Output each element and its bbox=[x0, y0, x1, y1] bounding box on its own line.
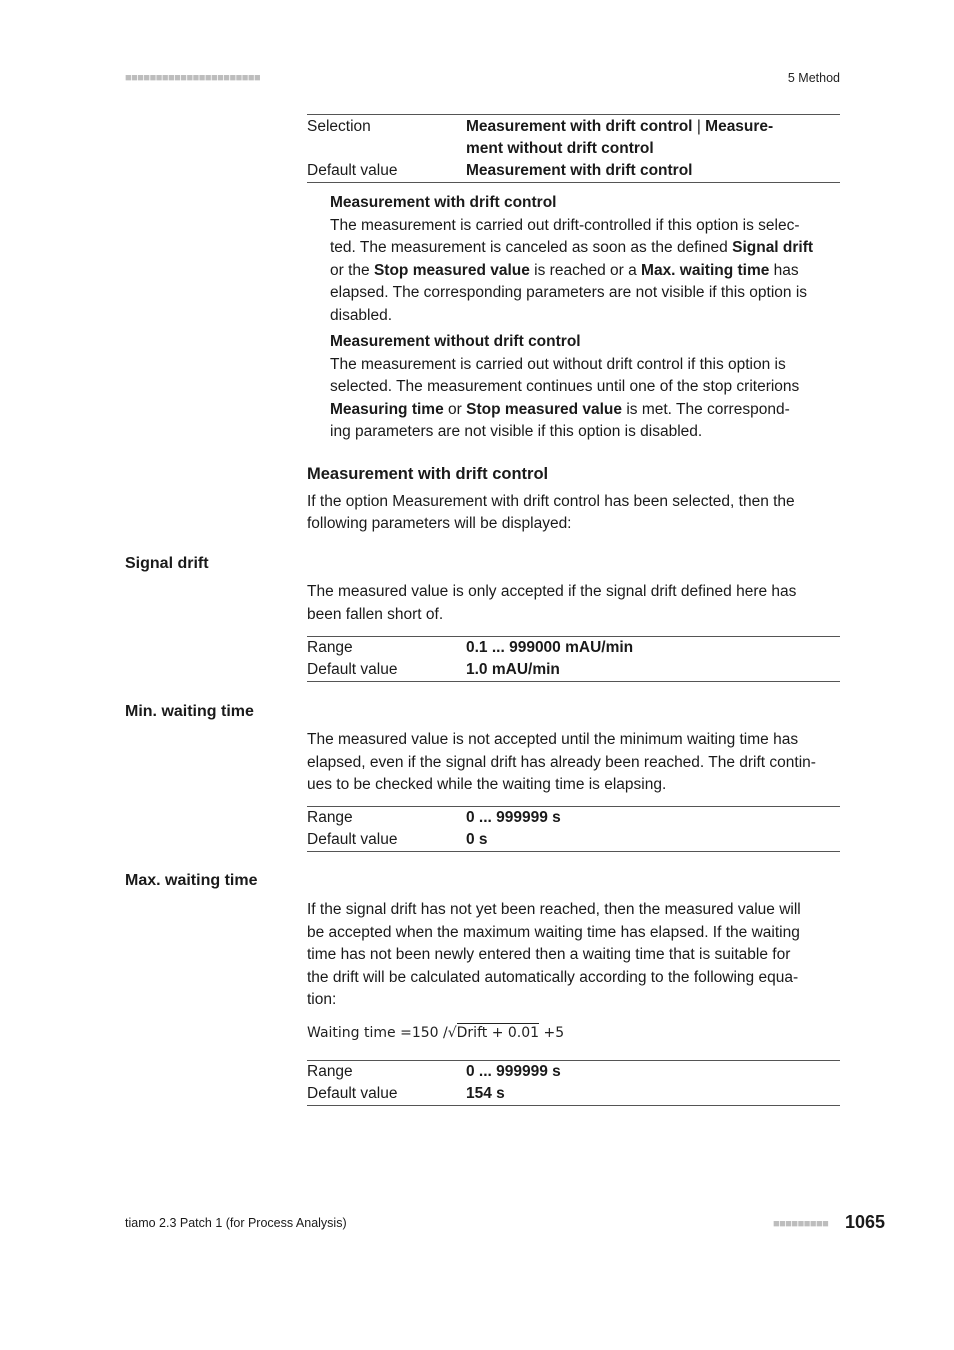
desc-line: ues to be checked while the waiting time is elapsing. bbox=[307, 776, 667, 793]
range-value: 0 ... 999999 s bbox=[466, 1063, 561, 1080]
default-value: 154 s bbox=[466, 1085, 505, 1102]
section-title: Measurement with drift control bbox=[307, 465, 549, 483]
desc-line: be accepted when the maximum waiting time has elapsed. If the waiting bbox=[307, 923, 800, 941]
desc-line: time has not been newly entered then a waiting time that is suitable for bbox=[307, 946, 791, 963]
header-section: 5 Method bbox=[787, 71, 840, 85]
desc-line: The measured value is not accepted until the minimum waiting time has bbox=[307, 731, 799, 748]
option-drift-control bbox=[330, 192, 842, 327]
section-text: following parameters will be displayed: bbox=[307, 515, 572, 532]
range-label: Range bbox=[307, 639, 353, 656]
footer-product: tiamo 2.3 Patch 1 (for Process Analysis) bbox=[125, 1216, 347, 1230]
term-signal-drift: Signal drift bbox=[732, 239, 814, 256]
equation-radicand: Drift + 0.01 bbox=[456, 1025, 540, 1041]
text-span: is reached or a bbox=[529, 261, 642, 279]
option-drift-control-text: The measurement is carried out drift-controlled if this option is selec- bbox=[330, 216, 800, 234]
default-value: 1.0 mAU/min bbox=[466, 661, 560, 678]
param-signal-drift-label: Signal drift bbox=[125, 555, 209, 572]
sqrt-symbol: √ bbox=[447, 1025, 457, 1041]
section-drift-control bbox=[307, 463, 842, 536]
default-label: Default value bbox=[307, 831, 398, 848]
text-span: has bbox=[769, 261, 799, 279]
selection-separator: | bbox=[696, 118, 701, 135]
desc-line: The measured value is only accepted if the signal drift defined here has bbox=[307, 583, 797, 600]
default-label: Default value bbox=[307, 1085, 398, 1102]
header-marks: ■■■■■■■■■■■■■■■■■■■■■■ bbox=[125, 72, 261, 84]
range-label: Range bbox=[307, 1063, 353, 1080]
option-no-drift-control bbox=[330, 331, 842, 444]
default-label: Default value bbox=[307, 661, 398, 678]
term-measuring-time: Measuring time bbox=[330, 400, 444, 418]
term-stop-measured-value: Stop measured value bbox=[466, 400, 623, 418]
text-span: or the bbox=[330, 261, 374, 279]
section-text: If the option Measurement with drift control has been selected, then the bbox=[307, 492, 795, 510]
text-span: is met. The correspond- bbox=[622, 400, 790, 418]
term-stop-measured-value: Stop measured value bbox=[373, 261, 530, 279]
range-value: 0 ... 999999 s bbox=[466, 809, 561, 826]
signal-drift-table bbox=[307, 636, 840, 682]
param-max-waiting-time-desc bbox=[307, 899, 842, 1012]
text-span: or bbox=[443, 400, 467, 418]
text-span: ted. The measurement is canceled as soon as the defined bbox=[330, 239, 733, 256]
desc-line: If the signal drift has not yet been reached, then the measured value will bbox=[307, 901, 801, 918]
selection-value-c: ment without drift control bbox=[466, 140, 654, 157]
desc-line: elapsed, even if the signal drift has already been reached. The drift contin- bbox=[307, 753, 816, 771]
equation-suffix: +5 bbox=[539, 1025, 565, 1041]
term-max-waiting-time: Max. waiting time bbox=[641, 261, 770, 279]
selection-default-value: Measurement with drift control bbox=[466, 162, 693, 179]
waiting-time-equation bbox=[307, 1025, 564, 1041]
option-no-drift-control-text: selected. The measurement continues until one of the stop criterions bbox=[330, 378, 800, 395]
range-label: Range bbox=[307, 809, 353, 826]
default-value: 0 s bbox=[466, 831, 488, 848]
option-no-drift-control-text: The measurement is carried out without drift control if this option is bbox=[330, 355, 786, 373]
option-no-drift-control-text: ing parameters are not visible if this option is disabled. bbox=[330, 423, 703, 440]
selection-label: Selection bbox=[307, 118, 371, 135]
param-signal-drift-desc bbox=[307, 581, 842, 626]
max-waiting-time-table bbox=[307, 1060, 840, 1106]
range-value: 0.1 ... 999000 mAU/min bbox=[466, 639, 634, 656]
footer-marks: ■■■■■■■■■ bbox=[773, 1218, 829, 1230]
option-drift-control-title: Measurement with drift control bbox=[330, 194, 557, 211]
option-drift-control-text: disabled. bbox=[330, 306, 393, 324]
option-drift-control-text: elapsed. The corresponding parameters are not visible if this option is bbox=[330, 284, 808, 301]
page-number: 1065 bbox=[845, 1212, 886, 1232]
equation-prefix: Waiting time =150 / bbox=[307, 1025, 448, 1041]
selection-default-label: Default value bbox=[307, 162, 398, 179]
desc-line: the drift will be calculated automatically according to the following equa- bbox=[307, 968, 799, 986]
selection-value-b: Measure- bbox=[705, 118, 774, 135]
option-no-drift-control-title: Measurement without drift control bbox=[330, 333, 581, 350]
param-min-waiting-time-label: Min. waiting time bbox=[125, 703, 254, 720]
selection-value-a: Measurement with drift control bbox=[466, 118, 693, 135]
selection-table bbox=[307, 114, 840, 183]
desc-line: been fallen short of. bbox=[307, 605, 444, 623]
desc-line: tion: bbox=[307, 991, 337, 1008]
param-max-waiting-time-label: Max. waiting time bbox=[125, 872, 258, 889]
param-min-waiting-time-desc bbox=[307, 729, 842, 797]
min-waiting-time-table bbox=[307, 806, 840, 852]
